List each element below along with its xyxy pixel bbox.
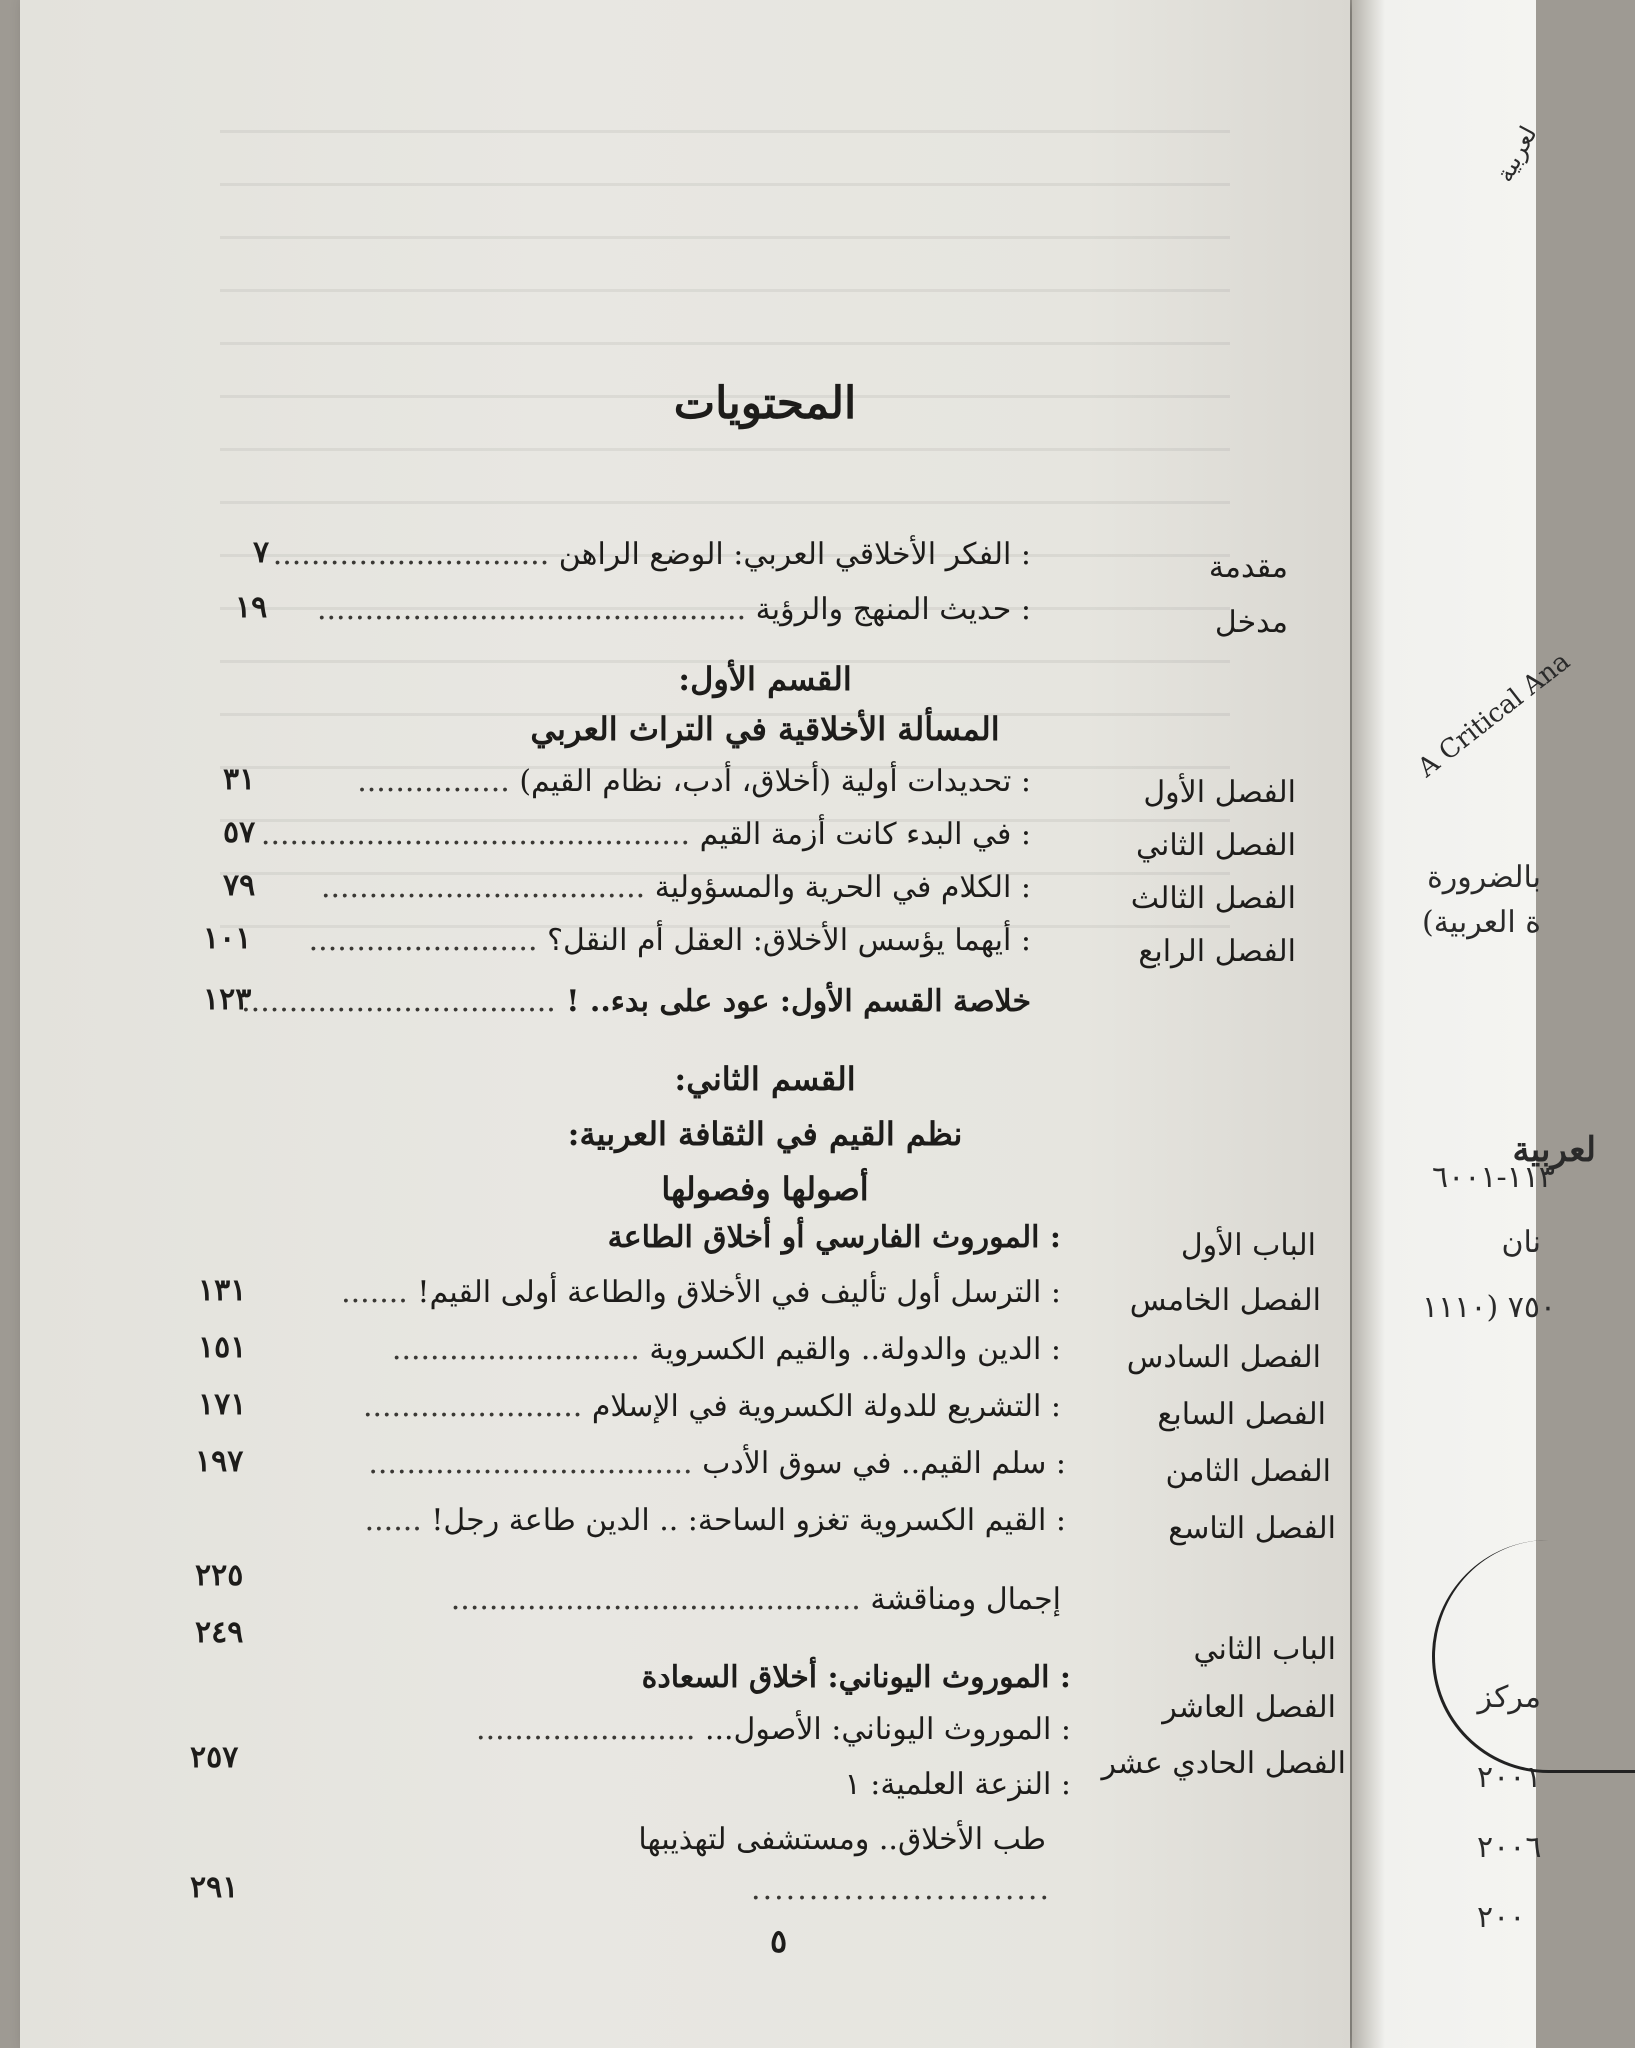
part-heading: القسم الأول: [678,660,852,698]
right-page-fragment: مركز [1477,1680,1541,1715]
chapter-label: الفصل السادس [1126,1340,1321,1375]
page-number: ٢٤٩ [195,1615,244,1650]
chapter-title: : الموروث اليوناني: الأصول... ....................... [476,1712,1071,1747]
chapter-label: الفصل الحادي عشر [1101,1746,1346,1781]
chapter-title: : الكلام في الحرية والمسؤولية .................................. [320,870,1031,905]
chapter-title: : النزعة العلمية: ١ [844,1767,1071,1802]
right-page-fragment: لعربية [1512,1130,1596,1170]
book-page-right [1352,0,1596,2048]
decorative-curve [1432,1540,1635,1773]
book-title: : الموروث اليوناني: أخلاق السعادة [641,1660,1071,1695]
chapter-title: : الترسل أول تأليف في الأخلاق والطاعة أولى القيم! ....... [341,1275,1061,1310]
page-number: ٢٥٧ [190,1740,239,1775]
right-page-fragment: لعربية [1490,121,1543,187]
right-page-fragment: بالضرورة [1427,860,1541,895]
page-number: ٣١ [223,762,256,797]
page-number: ١٣١ [198,1273,247,1308]
part-subheading: أصولها وفصولها [661,1170,869,1208]
chapter-title-dots: .......................... [751,1872,1051,1907]
chapter-label: الفصل التاسع [1168,1511,1336,1546]
page-number: ٧ [253,535,270,570]
book-label: الباب الأول [1180,1228,1316,1263]
page-number: ١٠١ [203,921,252,956]
discussion-entry: إجمال ومناقشة ........................................... [450,1582,1061,1617]
chapter-title-continued: طب الأخلاق.. ومستشفى لتهذيبها [638,1822,1046,1857]
right-page-fragment: نان [1501,1225,1541,1260]
page-number: ٧٩ [223,868,256,903]
chapter-title: : القيم الكسروية تغزو الساحة: .. الدين طاعة رجل! ...... [364,1503,1066,1538]
entry-label: مقدمة [1208,550,1288,585]
page-folio: ٥ [770,1922,788,1960]
right-page-fragment: A Critical Ana [1412,646,1576,784]
chapter-label: الفصل الخامس [1129,1283,1321,1318]
page-number: ١٥١ [198,1330,247,1365]
chapter-title: : الدين والدولة.. والقيم الكسروية .......................... [391,1332,1061,1367]
chapter-label: الفصل الثامن [1165,1454,1331,1489]
chapter-label: الفصل الثالث [1130,881,1296,916]
chapter-title: : في البدء كانت أزمة القيم ............................................. [260,817,1031,852]
page-number: ٢٩١ [190,1870,239,1905]
part-subheading: نظم القيم في الثقافة العربية: [567,1115,963,1153]
part-summary: خلاصة القسم الأول: عود على بدء.. ! ................................. [241,984,1031,1019]
page-number: ٢٢٥ [195,1558,244,1593]
chapter-title: : التشريع للدولة الكسروية في الإسلام ....................... [362,1389,1061,1424]
page-number: ٥٧ [223,815,256,850]
right-page-fragment: ١١٣-٦٠٠١ [1432,1160,1555,1195]
chapter-label: الفصل العاشر [1162,1690,1336,1725]
right-page-fragment: ٧٥٠ (١١١٠ [1422,1290,1557,1325]
right-page-fragment: ٢٠٠٦ [1477,1830,1542,1865]
book-title: : الموروث الفارسي أو أخلاق الطاعة [607,1220,1061,1255]
chapter-title: : أيهما يؤسس الأخلاق: العقل أم النقل؟ ........................ [308,923,1031,958]
page-number: ١٢٣ [203,982,252,1017]
page-number: ١٧١ [198,1387,247,1422]
entry-text: : حديث المنهج والرؤية ............................................. [316,592,1031,627]
chapter-label: الفصل الرابع [1138,934,1296,969]
page-title: المحتويات [673,378,857,429]
entry-text: : الفكر الأخلاقي العربي: الوضع الراهن ............................. [272,537,1031,572]
part-heading: القسم الثاني: [674,1060,856,1098]
chapter-label: الفصل الثاني [1136,828,1296,863]
book-label: الباب الثاني [1193,1632,1336,1667]
right-page-fragment: ٢٠٠ [1477,1900,1526,1935]
chapter-title: : سلم القيم.. في سوق الأدب .................................. [368,1446,1066,1481]
chapter-title: : تحديدات أولية (أخلاق، أدب، نظام القيم) ................ [357,764,1031,799]
page-number: ١٩٧ [195,1444,244,1479]
entry-label: مدخل [1214,605,1288,640]
page-number: ١٩ [235,590,268,625]
part-subheading: المسألة الأخلاقية في التراث العربي [530,710,1000,748]
right-page-fragment: ة العربية) [1422,905,1541,940]
chapter-label: الفصل الأول [1143,775,1296,810]
chapter-label: الفصل السابع [1157,1397,1326,1432]
right-page-fragment: ٢٠٠١ [1477,1760,1542,1795]
